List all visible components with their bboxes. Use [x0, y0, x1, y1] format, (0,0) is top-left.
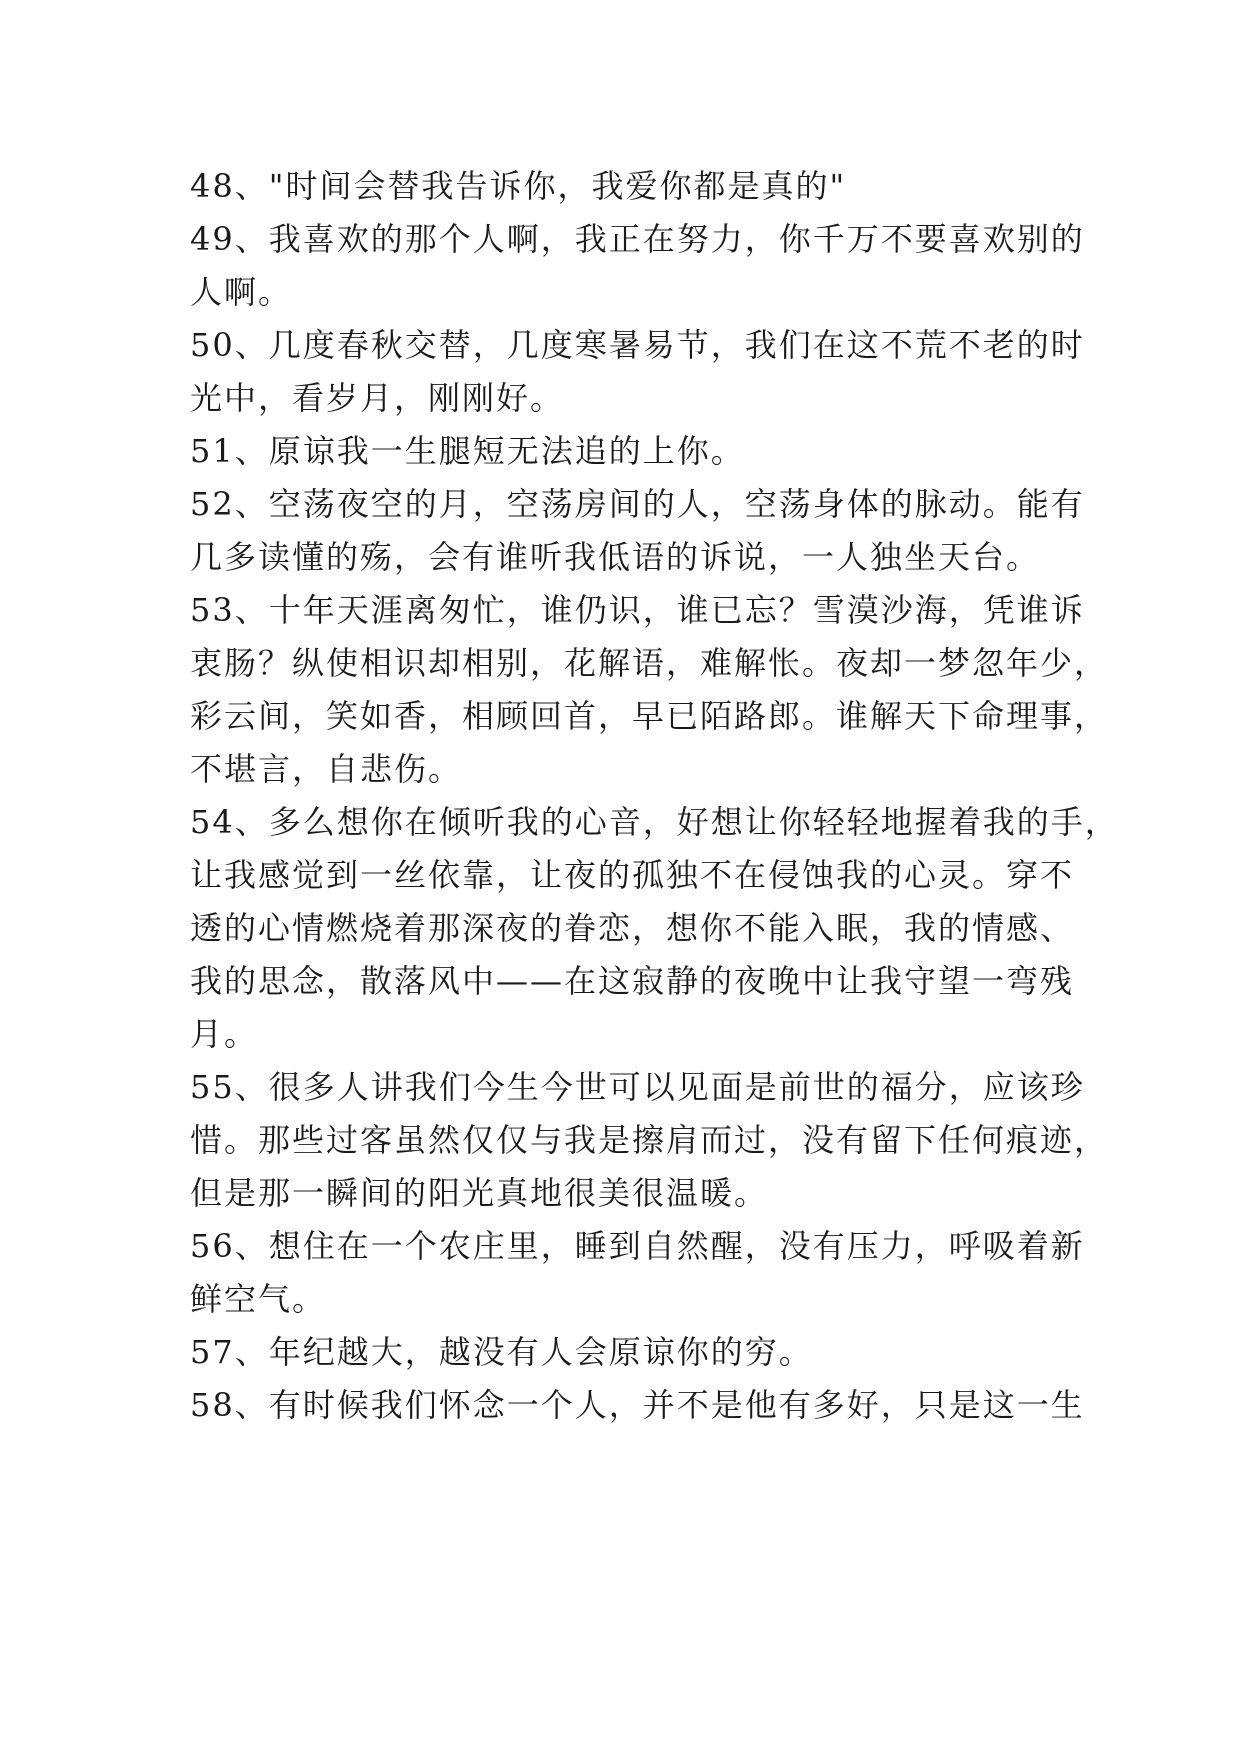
text-line: 透的心情燃烧着那深夜的眷恋，想你不能入眠，我的情感、: [190, 909, 1075, 947]
text-line: 52、空荡夜空的月，空荡房间的人，空荡身体的脉动。能有: [190, 485, 1085, 523]
text-line: 54、多么想你在倾听我的心音，好想让你轻轻地握着我的手，: [190, 803, 1119, 841]
text-line: 衷肠？纵使相识却相别，花解语，难解怅。夜却一梦忽年少，: [190, 644, 1109, 682]
text-line: 48、"时间会替我告诉你，我爱你都是真的": [190, 167, 847, 205]
text-line: 53、十年天涯离匆忙，谁仍识，谁已忘？雪漠沙海，凭谁诉: [190, 591, 1085, 629]
text-line: 月。: [190, 1015, 259, 1053]
text-line: 人啊。: [190, 273, 293, 311]
text-line: 49、我喜欢的那个人啊，我正在努力，你千万不要喜欢别的: [190, 220, 1085, 258]
text-line: 51、原谅我一生腿短无法追的上你。: [190, 432, 745, 470]
text-line: 我的思念，散落风中——在这寂静的夜晚中让我守望一弯残: [190, 962, 1075, 1000]
text-line: 但是那一瞬间的阳光真地很美很温暖。: [190, 1174, 769, 1212]
text-line: 鲜空气。: [190, 1280, 327, 1318]
text-line: 57、年纪越大，越没有人会原谅你的穷。: [190, 1333, 813, 1371]
text-line: 光中，看岁月，刚刚好。: [190, 379, 565, 417]
text-line: 不堪言，自悲伤。: [190, 750, 463, 788]
text-line: 让我感觉到一丝依靠，让夜的孤独不在侵蚀我的心灵。穿不: [190, 856, 1075, 894]
text-line: 56、想住在一个农庄里，睡到自然醒，没有压力，呼吸着新: [190, 1227, 1085, 1265]
text-line: 50、几度春秋交替，几度寒暑易节，我们在这不荒不老的时: [190, 326, 1085, 364]
text-line: 55、很多人讲我们今生今世可以见面是前世的福分，应该珍: [190, 1068, 1085, 1106]
text-line: 彩云间，笑如香，相顾回首，早已陌路郎。谁解天下命理事，: [190, 697, 1109, 735]
text-line: 惜。那些过客虽然仅仅与我是擦肩而过，没有留下任何痕迹，: [190, 1121, 1109, 1159]
text-line: 58、有时候我们怀念一个人，并不是他有多好，只是这一生: [190, 1386, 1085, 1424]
text-line: 几多读懂的殇，会有谁听我低语的诉说，一人独坐天台。: [190, 538, 1041, 576]
